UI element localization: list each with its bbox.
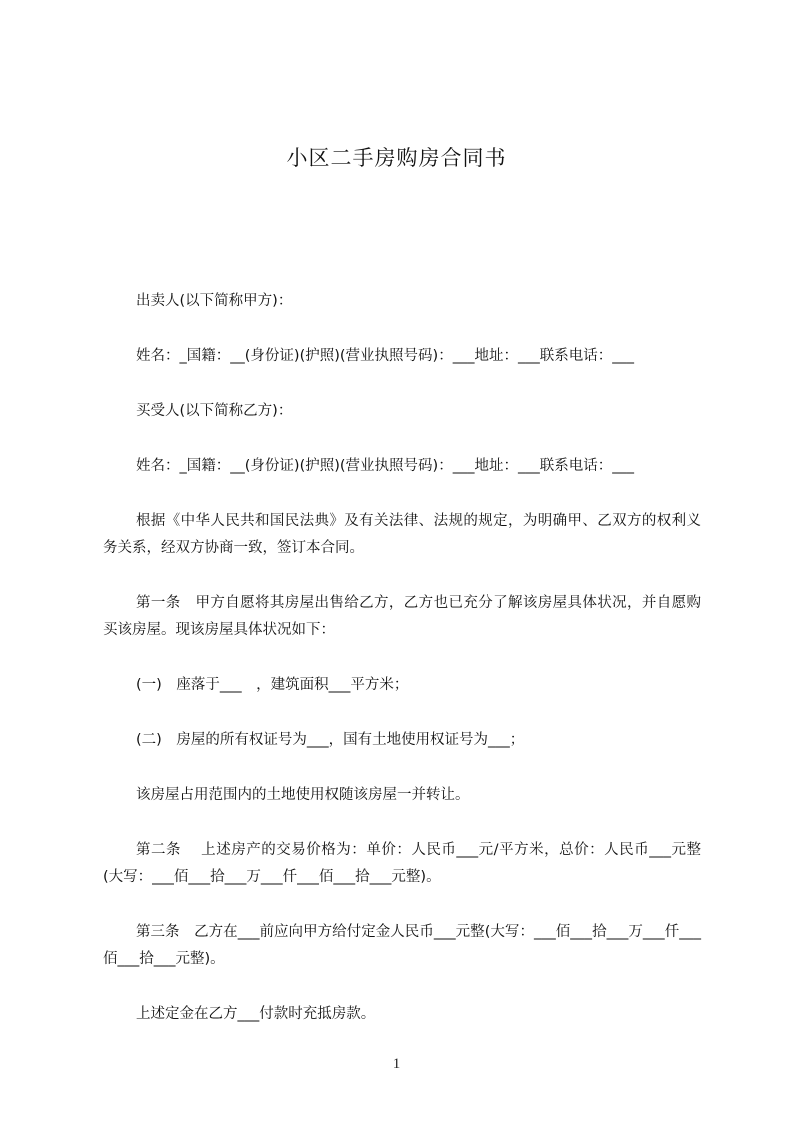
document-title: 小区二手房购房合同书 xyxy=(286,146,507,170)
paragraph-article-1-item-2: (二) 房屋的所有权证号为___，国有土地使用权证号为___； xyxy=(136,732,525,748)
paragraph-seller-details: 姓名：_国籍：__(身份证)(护照)(营业执照号码)：___地址：___联系电话：___ xyxy=(136,348,634,364)
paragraph-article-3: 第三条 乙方在___前应向甲方给付定金人民币___元整(大写：___佰___拾___万___仟___佰___拾___元整)。 xyxy=(103,924,701,967)
document-body xyxy=(103,288,701,1056)
paragraph-article-1-item-1: (一) 座落于___ ，建筑面积___平方米； xyxy=(136,677,409,693)
paragraph-land-use-right: 该房屋占用范围内的土地使用权随该房屋一并转让。 xyxy=(136,787,470,803)
paragraph-article-1: 第一条 甲方自愿将其房屋出售给乙方，乙方也已充分了解该房屋具体状况，并自愿购买该房屋。现该房屋具体状况如下： xyxy=(103,595,701,638)
paragraph-deposit-offset: 上述定金在乙方___付款时充抵房款。 xyxy=(136,1006,376,1022)
paragraph-seller-heading: 出卖人(以下简称甲方)： xyxy=(136,293,293,309)
paragraph-buyer-details: 姓名：_国籍：__(身份证)(护照)(营业执照号码)：___地址：___联系电话：___ xyxy=(136,458,634,474)
page-number: 1 xyxy=(392,1056,401,1072)
paragraph-preamble: 根据《中华人民共和国民法典》及有关法律、法规的规定，为明确甲、乙双方的权利义务关系，经双方协商一致，签订本合同。 xyxy=(103,513,701,556)
paragraph-article-2: 第二条 上述房产的交易价格为：单价：人民币___元/平方米，总价：人民币___元整(大写：___佰___拾___万___仟___佰___拾___元整)。 xyxy=(103,842,701,885)
paragraph-buyer-heading: 买受人(以下简称乙方)： xyxy=(136,403,293,419)
